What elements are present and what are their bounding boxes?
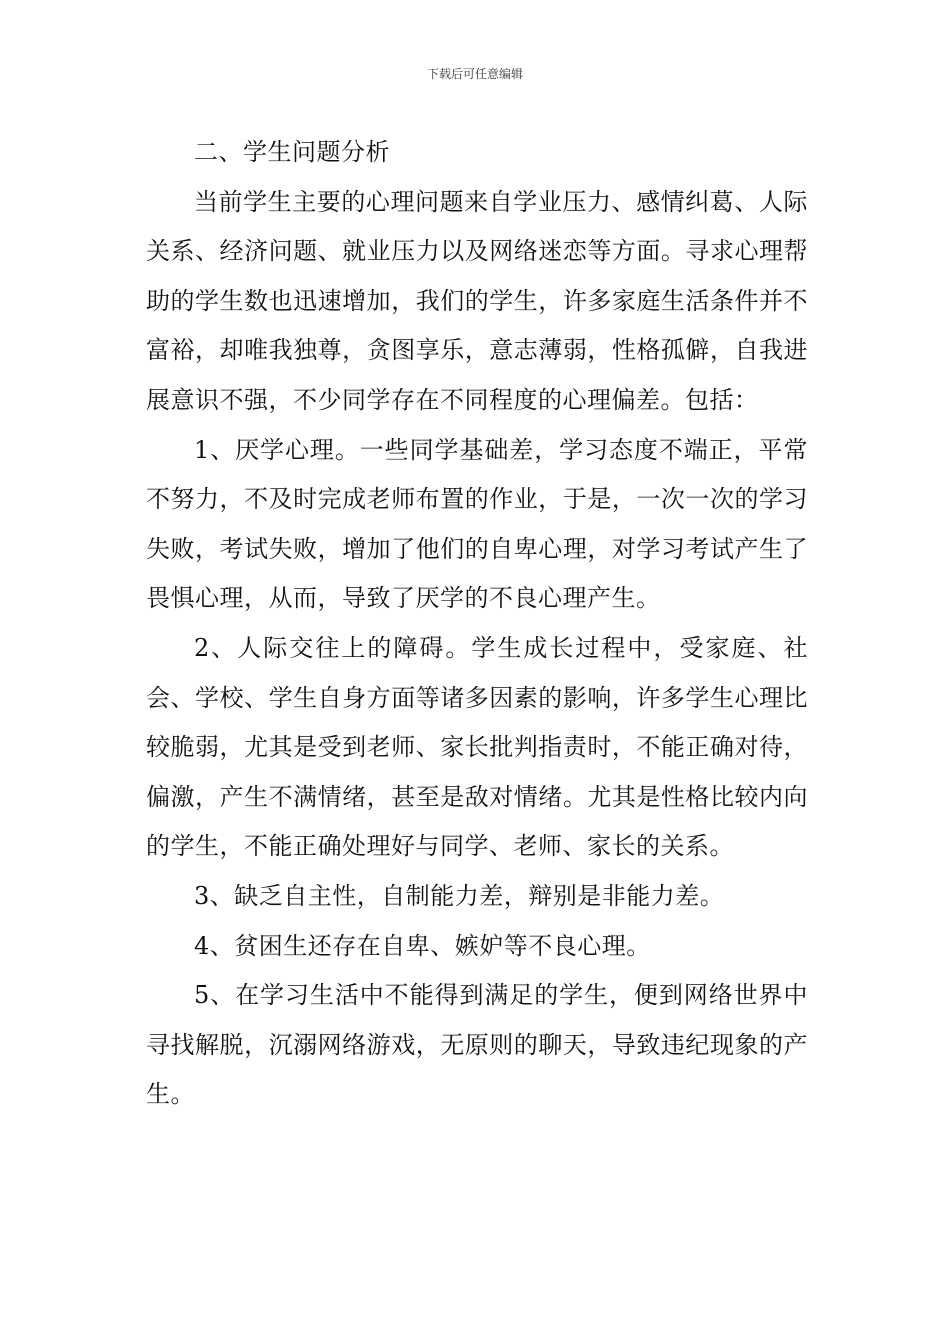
- paragraph-item-3: 3、缺乏自主性，自制能力差，辩别是非能力差。: [194, 881, 725, 910]
- page-header-note: 下载后可任意编辑: [426, 67, 523, 81]
- document-body: [146, 128, 808, 1120]
- paragraph-intro: 当前学生主要的心理问题来自学业压力、感情纠葛、人际关系、经济问题、就业压力以及网络迷恋等方面。寻求心理帮助的学生数也迅速增加，我们的学生，许多家庭生活条件并不富裕，却唯我独尊，贪图享乐，意志薄弱，性格孤僻，自我进展意识不强，不少同学存在不同程度的心理偏差。包括：: [146, 187, 808, 414]
- section-heading: 二、学生问题分析: [194, 138, 390, 166]
- paragraph-item-2: 2、人际交往上的障碍。学生成长过程中，受家庭、社会、学校、学生自身方面等诸多因素的影响，许多学生心理比较脆弱，尤其是受到老师、家长批判指责时，不能正确对待，偏激，产生不满情绪，甚至是敌对情绪。尤其是性格比较内向的学生，不能正确处理好与同学、老师、家长的关系。: [146, 633, 808, 861]
- paragraph-item-4: 4、贫困生还存在自卑、嫉妒等不良心理。: [194, 931, 651, 960]
- paragraph-item-1: 1、厌学心理。一些同学基础差，学习态度不端正，平常不努力，不及时完成老师布置的作业，于是，一次一次的学习失败，考试失败，增加了他们的自卑心理，对学习考试产生了畏惧心理，从而，导致了厌学的不良心理产生。: [146, 435, 808, 613]
- paragraph-item-5: 5、在学习生活中不能得到满足的学生，便到网络世界中寻找解脱，沉溺网络游戏，无原则的聊天，导致违纪现象的产生。: [146, 981, 808, 1109]
